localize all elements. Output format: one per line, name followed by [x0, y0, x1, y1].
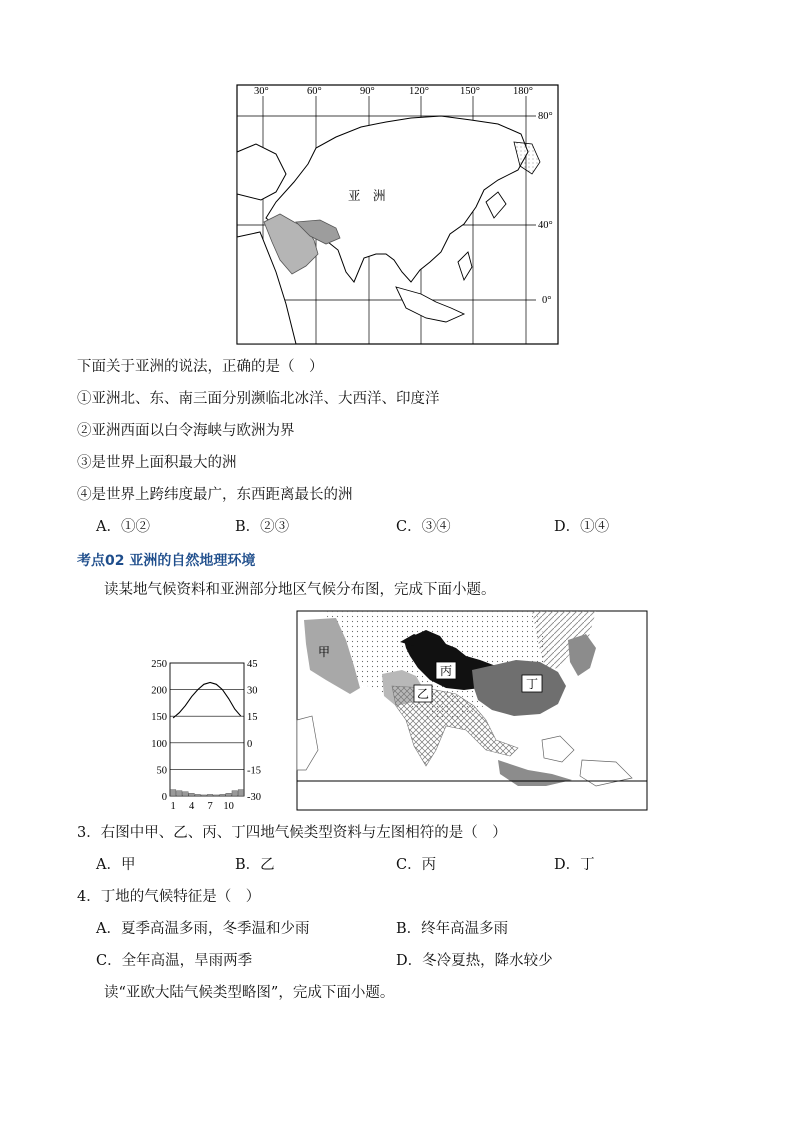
precip-bar — [189, 793, 195, 796]
lat-label: 0° — [542, 295, 552, 306]
q3-option-b[interactable]: B．乙 — [235, 857, 275, 873]
precip-bar — [213, 795, 219, 796]
precip-bar — [238, 790, 244, 796]
climate-chart — [140, 654, 270, 816]
month-tick-label: 1 — [170, 801, 176, 812]
lon-label: 180° — [513, 86, 533, 97]
lat-label: 80° — [538, 111, 553, 122]
temp-tick-label: 15 — [247, 712, 258, 724]
q4-option-b[interactable]: B．终年高温多雨 — [396, 921, 509, 937]
statement-item: ③是世界上面积最大的洲 — [77, 455, 237, 471]
precip-tick-label: 250 — [151, 659, 167, 670]
temp-tick-label: -15 — [247, 765, 261, 777]
precip-tick-label: 100 — [151, 738, 167, 750]
q3-option-c[interactable]: C．丙 — [396, 857, 437, 873]
question-3-stem: 3．右图中甲、乙、丙、丁四地气候类型资料与左图相符的是（ ） — [77, 825, 507, 841]
intro-text: 读某地气候资料和亚洲部分地区气候分布图，完成下面小题。 — [104, 582, 496, 598]
lon-label: 90° — [360, 86, 375, 97]
option-d[interactable]: D．①④ — [554, 519, 610, 535]
label-bing: 丙 — [440, 664, 453, 678]
q3-option-d[interactable]: D．丁 — [554, 857, 595, 873]
month-tick-label: 10 — [223, 801, 234, 812]
lat-label: 40° — [538, 220, 553, 231]
month-tick-label: 7 — [207, 801, 213, 812]
question-4-stem: 4．丁地的气候特征是（ ） — [77, 889, 261, 905]
q4-option-c[interactable]: C．全年高温，旱雨两季 — [96, 953, 253, 969]
precip-bar — [220, 794, 226, 796]
outro-text: 读“亚欧大陆气候类型略图”，完成下面小题。 — [104, 985, 395, 1001]
precip-bar — [226, 793, 232, 796]
option-c[interactable]: C．③④ — [396, 519, 451, 535]
map-region-label: 亚 洲 — [348, 189, 386, 203]
lon-label: 30° — [254, 86, 269, 97]
statement-item: ①亚洲北、东、南三面分别濒临北冰洋、大西洋、印度洋 — [77, 391, 440, 407]
lon-label: 120° — [409, 86, 429, 97]
label-jia: 甲 — [318, 645, 331, 659]
precip-bar — [176, 791, 182, 796]
option-b[interactable]: B．②③ — [235, 519, 290, 535]
asia-map — [236, 82, 560, 346]
precip-bar — [195, 794, 201, 796]
temp-tick-label: -30 — [247, 792, 261, 803]
q4-option-d[interactable]: D．冬冷夏热，降水较少 — [396, 953, 553, 969]
option-a[interactable]: A．①② — [96, 519, 150, 535]
temp-tick-label: 45 — [247, 659, 258, 670]
precip-bar — [207, 794, 213, 796]
question-stem: 下面关于亚洲的说法，正确的是（ ） — [77, 359, 324, 375]
precip-bar — [170, 790, 176, 796]
precip-bar — [201, 795, 207, 796]
temp-tick-label: 0 — [247, 738, 253, 750]
lon-label: 150° — [460, 86, 480, 97]
month-tick-label: 4 — [188, 801, 195, 812]
climate-map — [296, 610, 648, 811]
precip-tick-label: 50 — [156, 765, 167, 777]
q4-option-a[interactable]: A．夏季高温多雨，冬季温和少雨 — [96, 921, 310, 937]
label-yi: 乙 — [417, 687, 430, 701]
q3-option-a[interactable]: A．甲 — [96, 857, 136, 873]
precip-tick-label: 200 — [151, 685, 167, 697]
label-ding: 丁 — [526, 677, 539, 691]
precip-tick-label: 150 — [151, 712, 167, 724]
statement-item: ②亚洲西面以白令海峡与欧洲为界 — [77, 423, 295, 439]
precip-bar — [232, 791, 238, 796]
temp-tick-label: 30 — [247, 685, 258, 697]
section-heading: 考点02 亚洲的自然地理环境 — [77, 553, 256, 569]
precip-tick-label: 0 — [161, 792, 167, 803]
precip-bar — [183, 792, 189, 796]
statement-item: ④是世界上跨纬度最广，东西距离最长的洲 — [77, 487, 353, 503]
lon-label: 60° — [307, 86, 322, 97]
